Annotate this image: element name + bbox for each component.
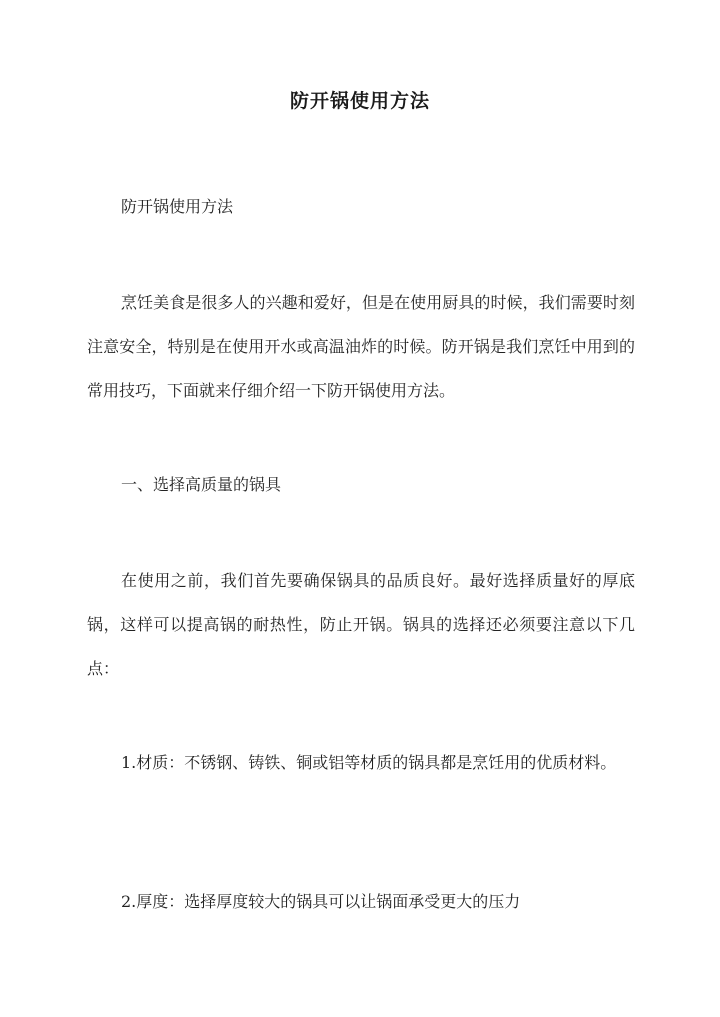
list-item: 2.厚度：选择厚度较大的锅具可以让锅面承受更大的压力 xyxy=(121,892,521,911)
section-body-paragraph: 在使用之前，我们首先要确保锅具的品质良好。最好选择质量好的厚底锅，这样可以提高锅的耐热性，防止开锅。锅具的选择还必须要注意以下几点： xyxy=(87,571,635,678)
document-title: 防开锅使用方法 xyxy=(289,90,430,112)
intro-paragraph: 烹饪美食是很多人的兴趣和爱好，但是在使用厨具的时候，我们需要时刻注意安全，特别是在使用开水或高温油炸的时候。防开锅是我们烹饪中用到的常用技巧，下面就来仔细介绍一下防开锅使用方法。 xyxy=(87,293,635,400)
subtitle-paragraph: 防开锅使用方法 xyxy=(121,197,234,216)
list-item: 1.材质：不锈钢、铸铁、铜或铝等材质的锅具都是烹饪用的优质材料。 xyxy=(121,753,617,772)
section-heading: 一、选择高质量的锅具 xyxy=(121,475,282,494)
